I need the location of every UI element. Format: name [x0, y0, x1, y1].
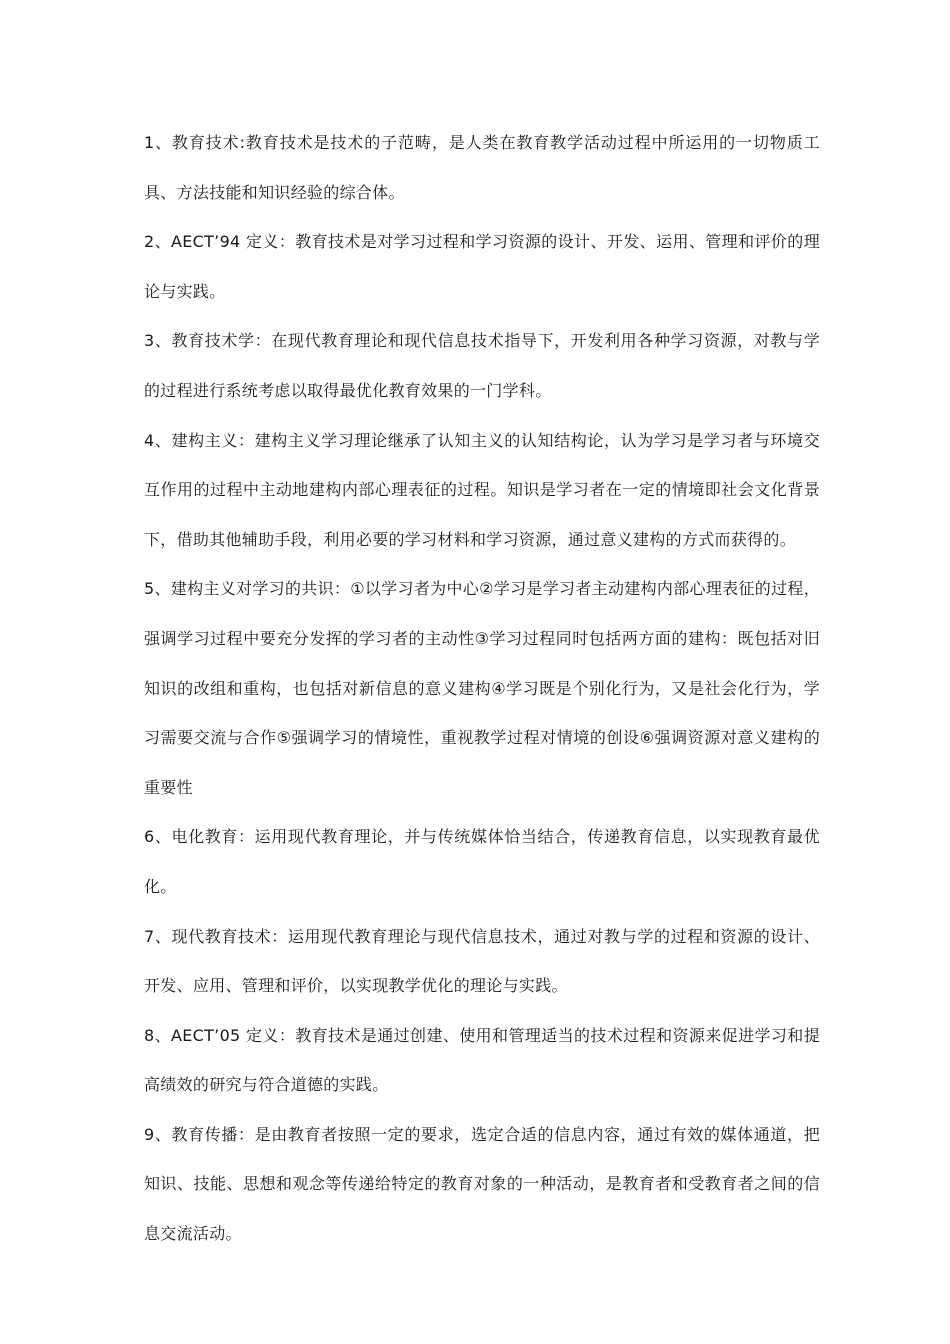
definition-entry-4: 4、建构主义：建构主义学习理论继承了认知主义的认知结构论，认为学习是学习者与环境交互作用的过程中主动地建构内部心理表征的过程。知识是学习者在一定的情境即社会文化背景下，借助其他辅助手段，利用必要的学习材料和学习资源，通过意义建构的方式而获得的。 [144, 430, 820, 549]
definition-entry-2: 2、AECT’94 定义：教育技术是对学习过程和学习资源的设计、开发、运用、管理和评价的理论与实践。 [144, 232, 820, 301]
definition-entry-5: 5、建构主义对学习的共识：①以学习者为中心②学习是学习者主动建构内部心理表征的过程，强调学习过程中要充分发挥的学习者的主动性③学习过程同时包括两方面的建构：既包括对旧知识的改组和重构，也包括对新信息的意义建构④学习既是个别化行为，又是社会化行为，学习需要交流与合作⑤强调学习的情境性，重视教学过程对情境的创设⑥强调资源对意义建构的重要性 [144, 579, 820, 797]
definition-entry-6: 6、电化教育：运用现代教育理论，并与传统媒体恰当结合，传递教育信息，以实现教育最优化。 [144, 827, 820, 896]
definition-entry-3: 3、教育技术学：在现代教育理论和现代信息技术指导下，开发利用各种学习资源，对教与学的过程进行系统考虑以取得最优化教育效果的一门学科。 [144, 331, 820, 400]
definition-entry-9: 9、教育传播：是由教育者按照一定的要求，选定合适的信息内容，通过有效的媒体通道，把知识、技能、思想和观念等传递给特定的教育对象的一种活动，是教育者和受教育者之间的信息交流活动。 [144, 1124, 820, 1244]
definition-entry-1: 1、教育技术:教育技术是技术的子范畴，是人类在教育教学活动过程中所运用的一切物质工具、方法技能和知识经验的综合体。 [144, 133, 820, 202]
definition-entry-7: 7、现代教育技术：运用现代教育理论与现代信息技术，通过对教与学的过程和资源的设计、开发、应用、管理和评价，以实现教学优化的理论与实践。 [144, 926, 820, 996]
definition-entry-8: 8、AECT’05 定义：教育技术是通过创建、使用和管理适当的技术过程和资源来促进学习和提高绩效的研究与符合道德的实践。 [144, 1025, 820, 1095]
document-body [144, 118, 820, 1259]
